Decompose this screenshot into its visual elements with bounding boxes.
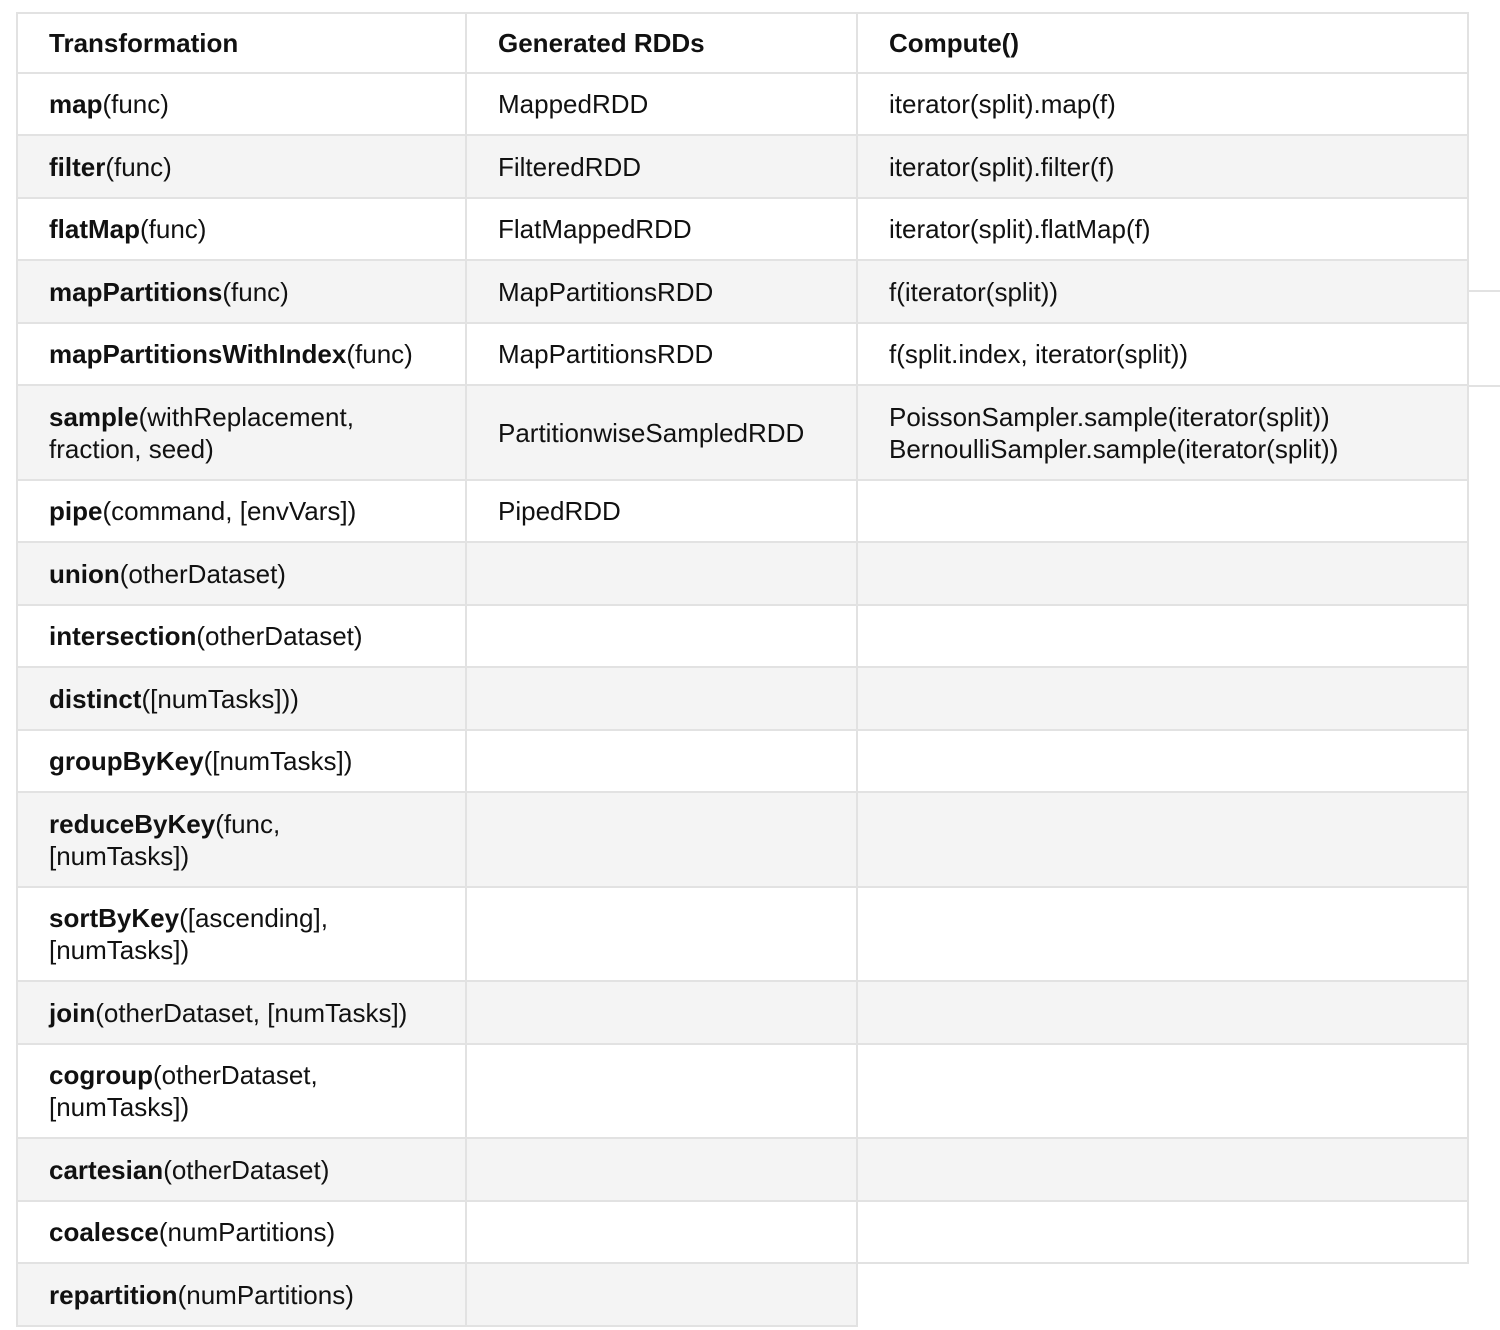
transformations-table [16,12,1469,1327]
function-args: ([numTasks]) [203,746,353,776]
function-args: (otherDataset, [numTasks]) [49,1060,318,1122]
table-row-transformation [16,793,467,888]
transformation-signature [49,902,328,966]
table-row-compute [858,731,1469,793]
function-args: ([numTasks])) [141,683,299,714]
table-row-generated-rdd: MappedRDD [467,74,858,136]
function-args: (func) [140,214,207,244]
function-name: repartition [49,1279,178,1310]
function-args: (numPartitions) [158,1217,336,1247]
transformation-signature [49,338,413,370]
table-row-compute [858,1045,1469,1139]
function-name: distinct [49,683,142,714]
table-row-generated-rdd [467,668,858,731]
function-args: (otherDataset) [196,621,363,651]
table-row-compute: f(iterator(split)) [858,261,1469,324]
transformation-signature [49,276,289,308]
table-row-generated-rdd [467,888,858,982]
table-row-transformation [16,543,467,606]
function-name: sortByKey [49,903,180,933]
function-args: (otherDataset) [163,1154,330,1185]
table-row-generated-rdd [467,731,858,793]
transformation-signature [49,808,280,872]
transformation-signature [49,745,352,777]
table-row-compute [858,606,1469,668]
table-row-compute [858,1139,1469,1202]
function-name: join [49,997,96,1028]
function-args: (func, [numTasks]) [49,808,281,871]
table-row-transformation [16,481,467,543]
table-row-generated-rdd [467,606,858,668]
function-args: (otherDataset) [119,558,286,589]
transformation-signature [49,1154,329,1186]
function-name: filter [49,151,106,182]
transformation-signature [49,401,354,465]
function-args: (func) [105,151,172,182]
table-row-generated-rdd: PartitionwiseSampledRDD [467,386,858,481]
function-name: intersection [49,621,197,651]
table-row-transformation [16,324,467,386]
table-row-compute: f(split.index, iterator(split)) [858,324,1469,386]
header-generated-rdds: Generated RDDs [467,12,858,74]
table-row-compute [858,668,1469,731]
table-row-transformation [16,668,467,731]
table-row-compute: iterator(split).flatMap(f) [858,199,1469,261]
table-row-generated-rdd: MapPartitionsRDD [467,261,858,324]
table-row-transformation [16,1139,467,1202]
table-row-transformation [16,261,467,324]
transformation-signature [49,620,363,652]
function-name: map [49,89,103,119]
function-args: (withReplacement, fraction, seed) [49,401,354,464]
function-name: coalesce [49,1217,159,1247]
table-row-compute [858,888,1469,982]
transformation-signature [49,151,172,183]
table-row-generated-rdd: FlatMappedRDD [467,199,858,261]
table-row-generated-rdd [467,1139,858,1202]
table-row-generated-rdd [467,1202,858,1264]
table-row-transformation [16,606,467,668]
transformation-signature [49,1216,335,1248]
row-divider-extension [1468,290,1500,292]
table-row-generated-rdd: FilteredRDD [467,136,858,199]
function-args: (func) [222,276,289,307]
table-row-transformation [16,199,467,261]
table-row-compute: PoissonSampler.sample(iterator(split)) BernoulliSampler.sample(iterator(split)) [858,386,1469,481]
transformation-signature [49,683,299,715]
table-row-compute [858,1202,1469,1264]
function-name: groupByKey [49,746,204,776]
function-name: pipe [49,496,103,526]
header-transformation: Transformation [16,12,467,74]
transformation-signature [49,1059,318,1123]
table-row-transformation [16,1264,467,1327]
table-row-generated-rdd [467,793,858,888]
function-name: sample [49,401,139,432]
table-row-transformation [16,74,467,136]
table-row-transformation [16,136,467,199]
table-row-generated-rdd [467,1045,858,1139]
table-row-compute: iterator(split).filter(f) [858,136,1469,199]
table-row-generated-rdd: PipedRDD [467,481,858,543]
function-args: (otherDataset, [numTasks]) [95,997,408,1028]
table-row-generated-rdd: MapPartitionsRDD [467,324,858,386]
transformation-signature [49,1279,354,1311]
header-compute: Compute() [858,12,1469,74]
row-divider-extension [1468,385,1500,387]
table-row-generated-rdd [467,543,858,606]
transformation-signature [49,997,407,1029]
function-name: mapPartitions [49,276,223,307]
function-name: cartesian [49,1154,164,1185]
function-args: (command, [envVars]) [102,496,357,526]
table-row-compute [858,982,1469,1045]
table-row-transformation [16,982,467,1045]
function-name: reduceByKey [49,808,216,839]
table-row-transformation [16,731,467,793]
table-row-compute [858,793,1469,888]
transformation-signature [49,213,206,245]
table-row-transformation [16,1045,467,1139]
table-row-compute [858,481,1469,543]
table-row-compute: iterator(split).map(f) [858,74,1469,136]
table-row-generated-rdd [467,1264,858,1327]
function-args: (func) [346,339,413,369]
table-row-transformation [16,386,467,481]
function-name: union [49,558,120,589]
table-row-generated-rdd [467,982,858,1045]
table-row-compute [858,543,1469,606]
function-args: (func) [102,89,169,119]
empty-area [858,1264,1469,1327]
table-row-transformation [16,888,467,982]
transformation-signature [49,495,356,527]
function-args: (numPartitions) [177,1279,354,1310]
function-args: ([ascending], [numTasks]) [49,903,328,965]
transformation-signature [49,558,286,590]
transformation-signature [49,88,169,120]
function-name: flatMap [49,214,140,244]
function-name: cogroup [49,1060,153,1090]
function-name: mapPartitionsWithIndex [49,339,347,369]
table-row-transformation [16,1202,467,1264]
